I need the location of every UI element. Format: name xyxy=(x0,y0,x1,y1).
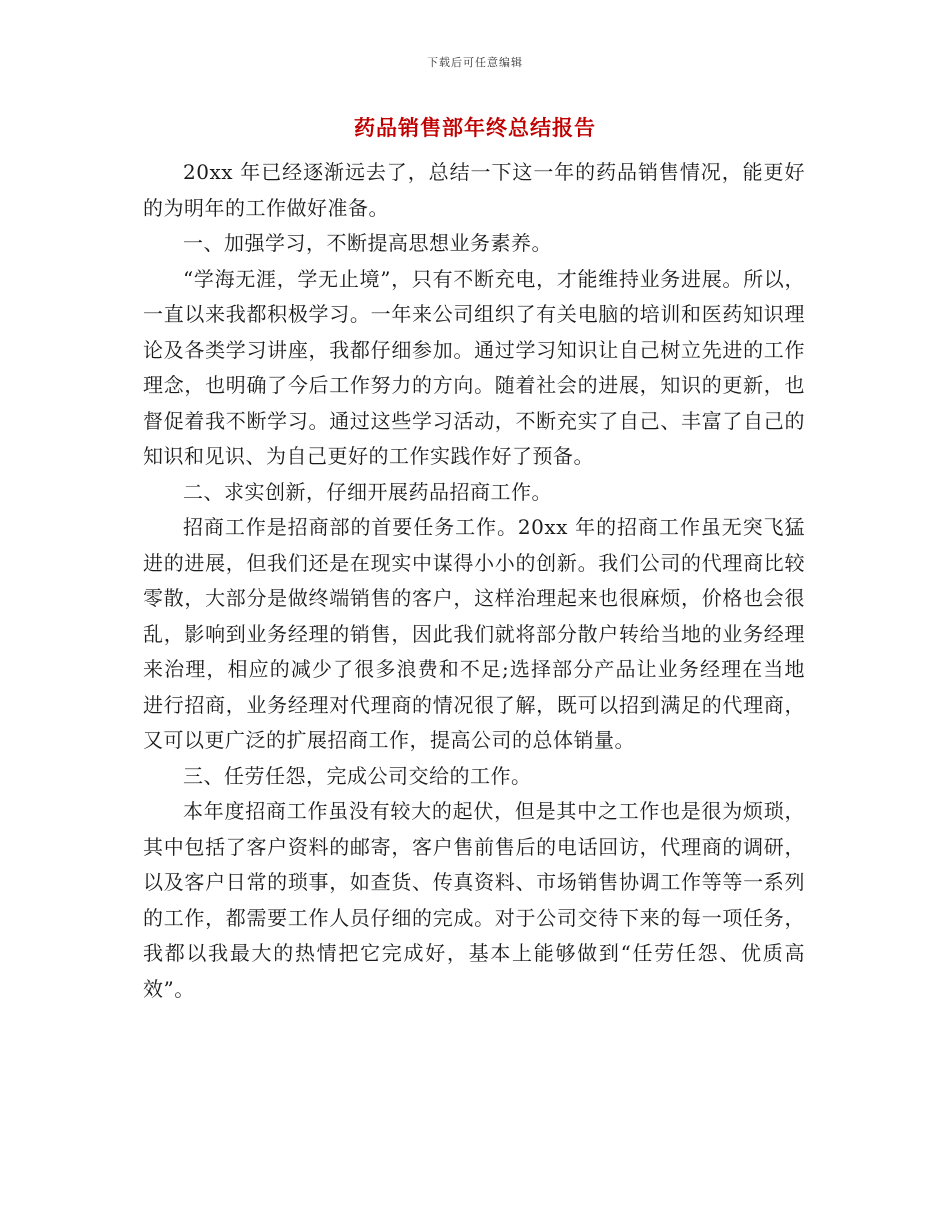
paragraph-tasks: 本年度招商工作虽没有较大的起伏，但是其中之工作也是很为烦琐，其中包括了客户资料的邮寄，客户售前售后的电话回访，代理商的调研，以及客户日常的琐事，如查货、传真资料、市场销售协调工作等等一系列的工作，都需要工作人员仔细的完成。对于公司交待下来的每一项任务，我都以我最大的热情把它完成好，基本上能够做到“任劳任怨、优质高效”。 xyxy=(143,799,805,1001)
header-note: 下载后可任意编辑 xyxy=(427,56,523,69)
document-body xyxy=(143,155,805,1007)
paragraph-intro: 20xx 年已经逐渐远去了，总结一下这一年的药品销售情况，能更好的为明年的工作做好准备。 xyxy=(143,160,805,220)
document-title: 药品销售部年终总结报告 xyxy=(354,115,596,140)
section-heading-2: 二、求实创新，仔细开展药品招商工作。 xyxy=(183,479,552,504)
paragraph-investment: 招商工作是招商部的首要任务工作。20xx 年的招商工作虽无突飞猛进的进展，但我们还是在现实中谋得小小的创新。我们公司的代理商比较零散，大部分是做终端销售的客户，这样治理起来也很麻烦，价格也会很乱，影响到业务经理的销售，因此我们就将部分散户转给当地的业务经理来治理，相应的减少了很多浪费和不足;选择部分产品让业务经理在当地进行招商，业务经理对代理商的情况很了解，既可以招到满足的代理商，又可以更广泛的扩展招商工作，提高公司的总体销量。 xyxy=(143,515,805,752)
section-heading-1: 一、加强学习，不断提高思想业务素养。 xyxy=(183,231,552,255)
paragraph-learning: “学海无涯，学无止境”，只有不断充电，才能维持业务进展。所以，一直以来我都积极学习。一年来公司组织了有关电脑的培训和医药知识理论及各类学习讲座，我都仔细参加。通过学习知识让自己树立先进的工作理念，也明确了今后工作努力的方向。随着社会的进展，知识的更新，也督促着我不断学习。通过这些学习活动，不断充实了自己、丰富了自己的知识和见识、为自己更好的工作实践作好了预备。 xyxy=(143,266,805,468)
section-heading-3: 三、任劳任怨，完成公司交给的工作。 xyxy=(183,763,532,788)
